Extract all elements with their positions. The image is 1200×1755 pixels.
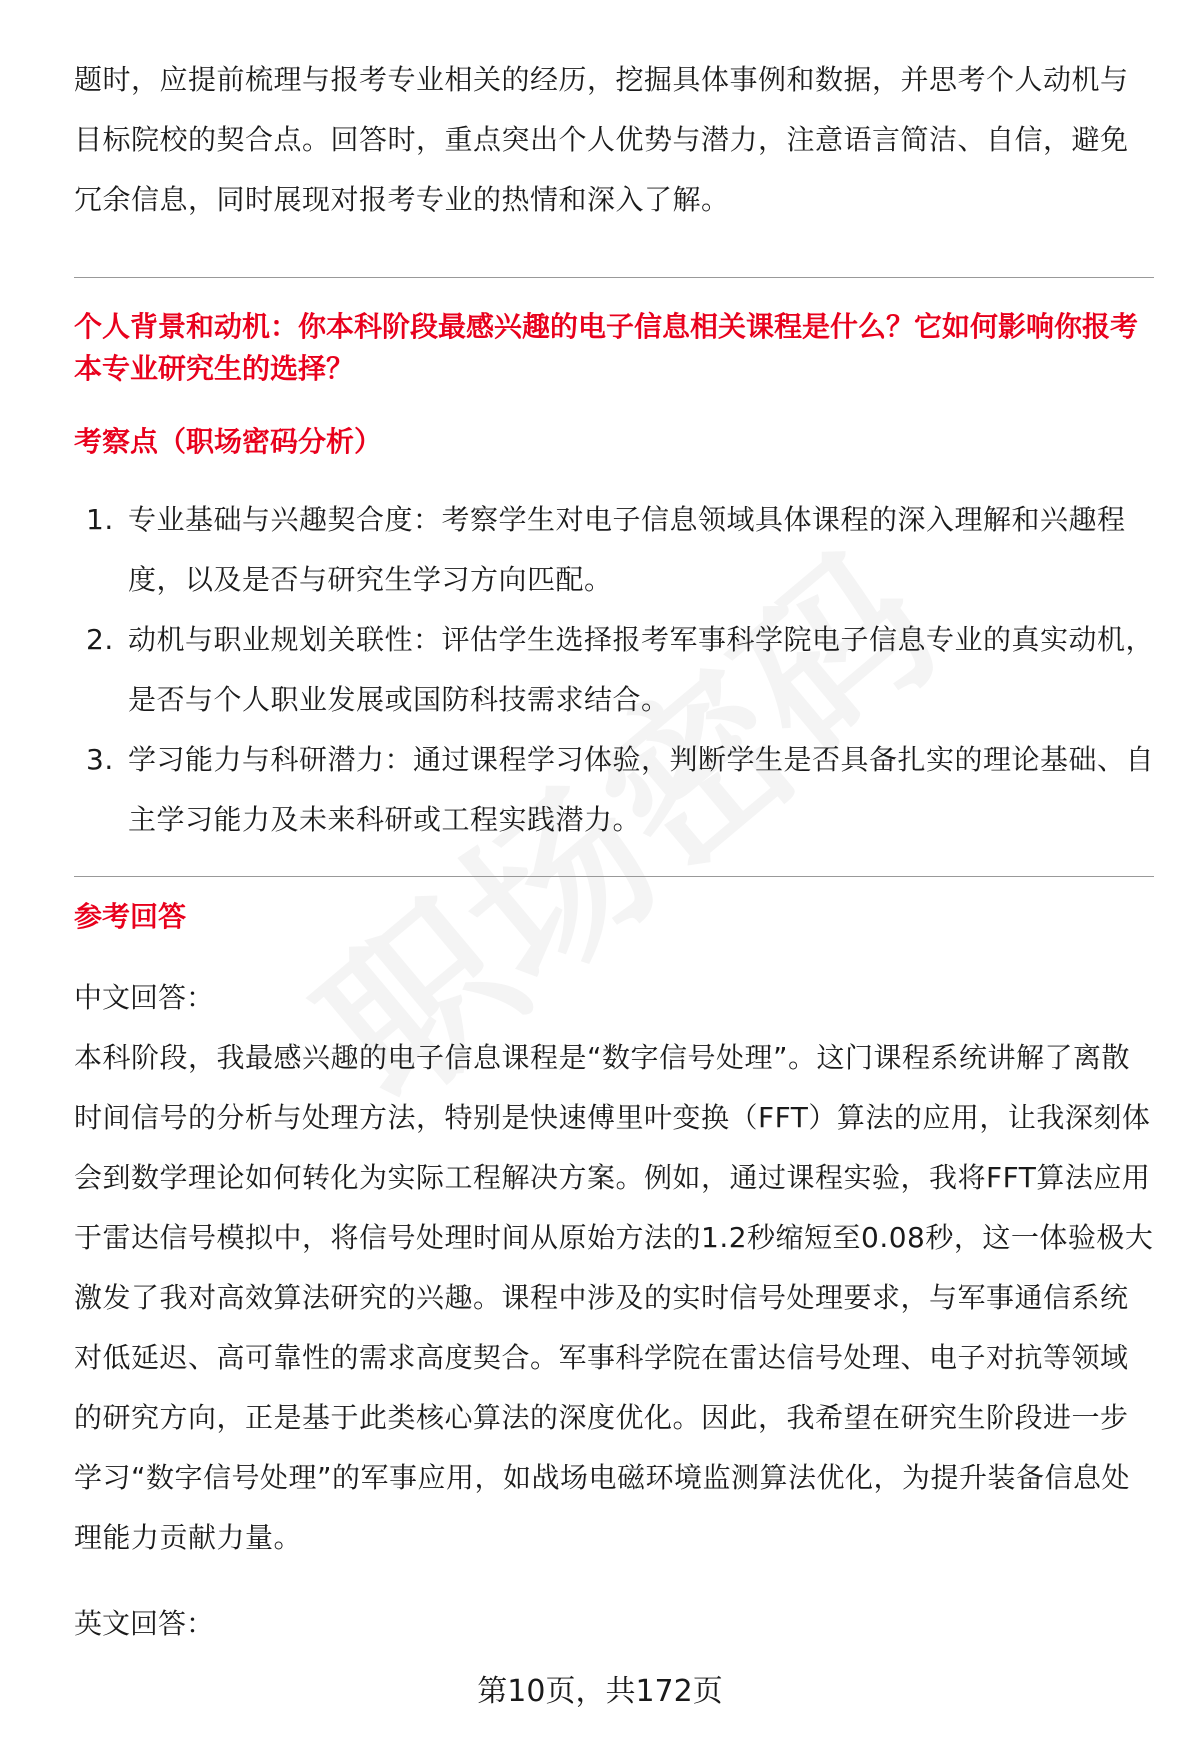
- interview-question: 个人背景和动机：你本科阶段最感兴趣的电子信息相关课程是什么？它如何影响你报考本专业研究生的选择？: [74, 310, 1139, 385]
- section-divider: [74, 277, 1154, 278]
- intro-paragraph: 题时，应提前梳理与报考专业相关的经历，挖掘具体事例和数据，并思考个人动机与目标院校的契合点。回答时，重点突出个人优势与潜力，注意语言简洁、自信，避免冗余信息，同时展现对报考专业的热情和深入了解。: [74, 63, 1129, 216]
- list-number: 1.: [86, 503, 114, 536]
- list-number: 2.: [86, 623, 114, 656]
- assessment-list: [74, 490, 1154, 850]
- english-answer-label: 英文回答：: [74, 1607, 215, 1640]
- chinese-answer-text: 本科阶段，我最感兴趣的电子信息课程是“数字信号处理”。这门课程系统讲解了离散时间信号的分析与处理方法，特别是快速傅里叶变换（FFT）算法的应用，让我深刻体会到数学理论如何转化为实际工程解决方案。例如，通过课程实验，我将FFT算法应用于雷达信号模拟中，将信号处理时间从原始方法的1.2秒缩短至0.08秒，这一体验极大激发了我对高效算法研究的兴趣。课程中涉及的实时信号处理要求，与军事通信系统对低延迟、高可靠性的需求高度契合。军事科学院在雷达信号处理、电子对抗等领域的研究方向，正是基于此类核心算法的深度优化。因此，我希望在研究生阶段进一步学习“数字信号处理”的军事应用，如战场电磁环境监测算法优化，为提升装备信息处理能力贡献力量。: [74, 1041, 1154, 1554]
- document-page: [74, 0, 1154, 1755]
- list-number: 3.: [86, 743, 114, 776]
- reference-answer-heading: 参考回答: [74, 900, 187, 933]
- list-item-text: 动机与职业规划关联性：评估学生选择报考军事科学院电子信息专业的真实动机，是否与个人职业发展或国防科技需求结合。: [128, 623, 1155, 716]
- list-item: [74, 490, 1154, 610]
- list-item-text: 学习能力与科研潜力：通过课程学习体验，判断学生是否具备扎实的理论基础、自主学习能力及未来科研或工程实践潜力。: [128, 743, 1155, 836]
- assessment-heading: 考察点（职场密码分析）: [74, 425, 383, 458]
- list-item: [74, 610, 1154, 730]
- section-divider: [74, 876, 1154, 877]
- chinese-answer-label: 中文回答：: [74, 981, 215, 1014]
- list-item: [74, 730, 1154, 850]
- list-item-text: 专业基础与兴趣契合度：考察学生对电子信息领域具体课程的深入理解和兴趣程度，以及是否与研究生学习方向匹配。: [128, 503, 1126, 596]
- page-footer: 第10页，共172页: [477, 1674, 723, 1709]
